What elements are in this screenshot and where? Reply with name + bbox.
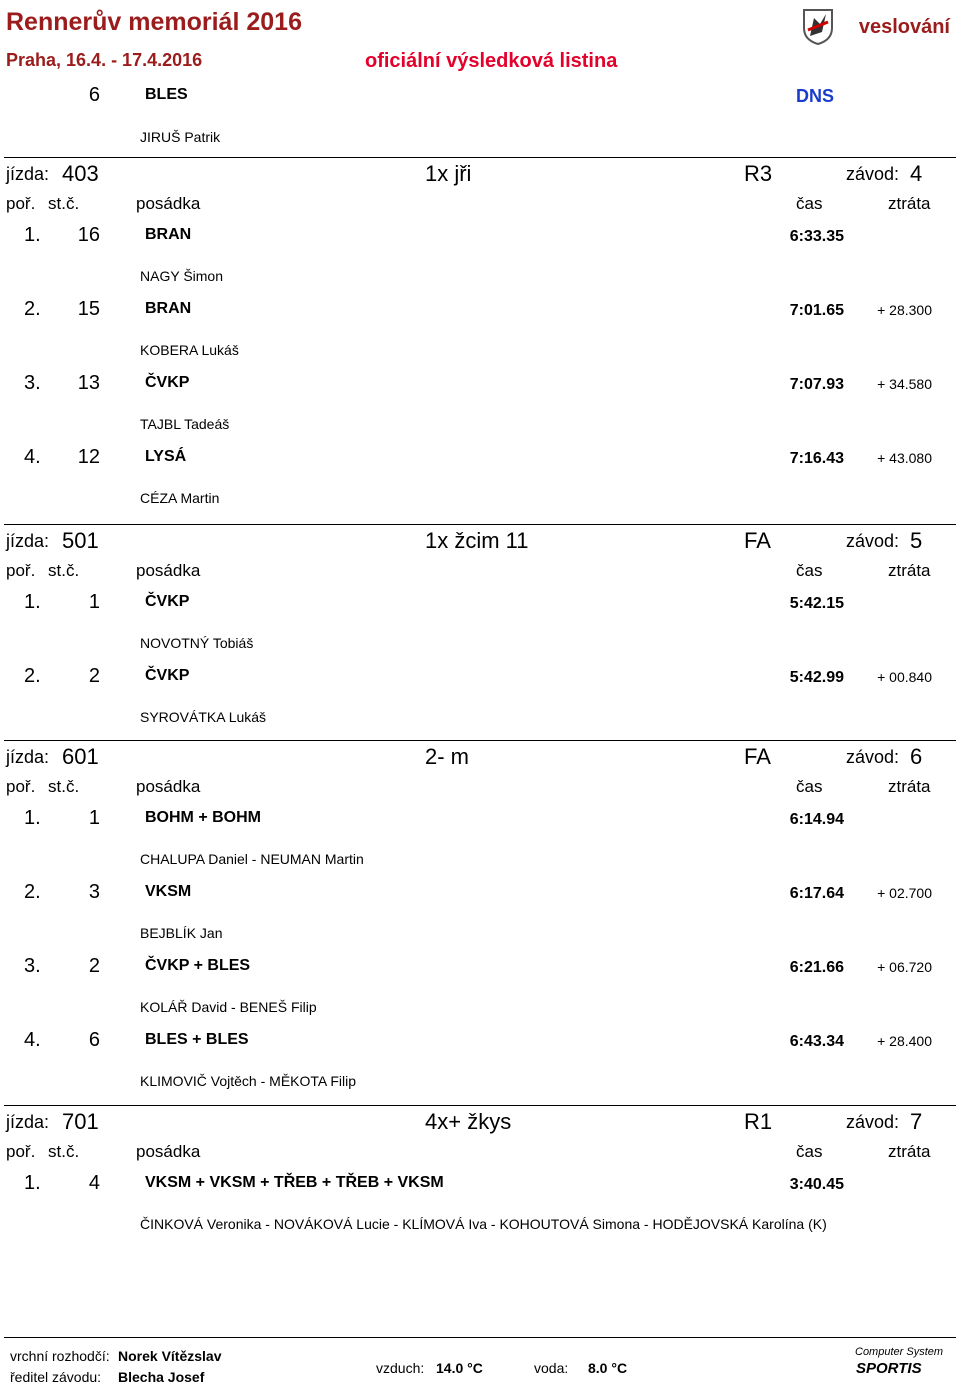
club-name: BRAN [145, 226, 192, 243]
computer-system-label: Computer System [855, 1346, 944, 1358]
club-name: LYSÁ [145, 448, 187, 465]
column-header-start-number: st.č. [48, 1142, 80, 1161]
sport-name: veslování [858, 16, 950, 38]
race-label: jízda: [6, 747, 50, 767]
crew-names: KLIMOVIČ Vojtěch - MĚKOTA Filip [140, 1073, 357, 1089]
result-time: 6:21.66 [789, 959, 844, 976]
race-divider [4, 157, 956, 158]
result-time: 7:01.65 [789, 302, 844, 319]
start-number: 3 [88, 881, 100, 903]
club-name: BRAN [145, 300, 192, 317]
column-header-time: čas [796, 561, 823, 580]
result-place: 4. [24, 446, 41, 468]
result-place: 2. [24, 298, 41, 320]
race-label: jízda: [6, 164, 50, 184]
column-header-loss: ztráta [888, 777, 931, 796]
result-place: 1. [24, 224, 41, 246]
club-name: VKSM [145, 883, 192, 900]
column-header-place: poř. [6, 194, 36, 213]
column-header-start-number: st.č. [48, 777, 80, 796]
race-event: 1x jři [425, 161, 472, 186]
result-time: 7:16.43 [789, 450, 844, 467]
result-time: 6:43.34 [789, 1033, 844, 1050]
air-temp-label: vzduch: [376, 1360, 425, 1376]
club-name: VKSM + VKSM + TŘEB + TŘEB + VKSM [145, 1174, 444, 1191]
result-time: 6:17.64 [789, 885, 844, 902]
result-place: 2. [24, 665, 41, 687]
result-time: 5:42.15 [789, 595, 844, 612]
race-zavod-number: 5 [910, 528, 923, 553]
crew-names: KOLÁŘ David - BENEŠ Filip [140, 999, 317, 1015]
club-name: BLES [145, 86, 188, 103]
column-header-loss: ztráta [888, 194, 931, 213]
club-name: BLES + BLES [145, 1031, 249, 1048]
start-number: 1 [88, 591, 100, 613]
column-header-crew: posádka [136, 777, 201, 796]
race-divider [4, 524, 956, 525]
club-name: BOHM + BOHM [145, 809, 261, 826]
race-event: 2- m [425, 744, 469, 769]
crew-names: ČINKOVÁ Veronika - NOVÁKOVÁ Lucie - KLÍMOVÁ Iva - KOHOUTOVÁ Simona - HODĚJOVSKÁ Karolína (K) [140, 1216, 827, 1232]
race-number: 601 [62, 744, 99, 769]
start-number: 6 [88, 84, 100, 106]
result-place: 4. [24, 1029, 41, 1051]
column-header-crew: posádka [136, 1142, 201, 1161]
time-loss: + 28.300 [877, 302, 932, 318]
result-place: 1. [24, 591, 41, 613]
start-number: 2 [88, 955, 100, 977]
race-zavod-label: závod: [846, 164, 900, 184]
race-zavod-number: 4 [910, 161, 923, 186]
result-time: 3:40.45 [789, 1176, 844, 1193]
result-time: 7:07.93 [789, 376, 844, 393]
start-number: 2 [88, 665, 100, 687]
race-divider [4, 740, 956, 741]
race-event: 4x+ žkys [425, 1109, 512, 1134]
column-header-start-number: st.č. [48, 561, 80, 580]
column-header-time: čas [796, 194, 823, 213]
club-name: ČVKP [145, 593, 190, 610]
director-label: ředitel závodu: [10, 1369, 102, 1385]
column-header-start-number: st.č. [48, 194, 80, 213]
time-loss: + 34.580 [877, 376, 932, 392]
time-loss: + 00.840 [877, 669, 932, 685]
time-loss: + 02.700 [877, 885, 932, 901]
status-badge: DNS [796, 86, 835, 106]
race-round: FA [744, 528, 771, 553]
club-name: ČVKP [145, 667, 190, 684]
event-dates: Praha, 16.4. - 17.4.2016 [6, 50, 203, 70]
race-number: 403 [62, 161, 99, 186]
result-time: 6:14.94 [789, 811, 844, 828]
result-time: 5:42.99 [789, 669, 844, 686]
column-header-loss: ztráta [888, 561, 931, 580]
time-loss: + 28.400 [877, 1033, 932, 1049]
column-header-loss: ztráta [888, 1142, 931, 1161]
start-number: 13 [77, 372, 100, 394]
crew-names: CÉZA Martin [140, 490, 220, 506]
sportis-logo: SPORTIS [856, 1360, 922, 1377]
referee-label: vrchní rozhodčí: [10, 1348, 110, 1364]
club-logo-icon [800, 6, 836, 46]
start-number: 12 [77, 446, 100, 468]
page-title: Rennerův memoriál 2016 [6, 8, 302, 36]
race-round: R1 [744, 1109, 773, 1134]
club-name: ČVKP [145, 374, 190, 391]
result-time: 6:33.35 [789, 228, 844, 245]
air-temp: 14.0 °C [436, 1360, 483, 1376]
referee-name: Norek Vítězslav [118, 1348, 222, 1364]
column-header-crew: posádka [136, 194, 201, 213]
column-header-time: čas [796, 1142, 823, 1161]
column-header-place: poř. [6, 777, 36, 796]
time-loss: + 06.720 [877, 959, 932, 975]
race-label: jízda: [6, 531, 50, 551]
race-event: 1x žcim 11 [425, 528, 529, 553]
column-header-crew: posádka [136, 561, 201, 580]
race-zavod-label: závod: [846, 531, 900, 551]
result-place: 2. [24, 881, 41, 903]
footer-divider [4, 1337, 956, 1338]
crew-names: SYROVÁTKA Lukáš [140, 709, 267, 725]
water-temp-label: voda: [534, 1360, 569, 1376]
race-zavod-label: závod: [846, 747, 900, 767]
start-number: 15 [77, 298, 100, 320]
column-header-time: čas [796, 777, 823, 796]
race-divider [4, 1105, 956, 1106]
result-place: 1. [24, 807, 41, 829]
crew-names: NOVOTNÝ Tobiáš [140, 635, 254, 651]
water-temp: 8.0 °C [588, 1360, 628, 1376]
start-number: 16 [77, 224, 100, 246]
result-place: 3. [24, 955, 41, 977]
start-number: 1 [88, 807, 100, 829]
race-zavod-number: 7 [910, 1109, 923, 1134]
race-zavod-number: 6 [910, 744, 923, 769]
crew-names: CHALUPA Daniel - NEUMAN Martin [140, 851, 364, 867]
crew-names: NAGY Šimon [140, 268, 223, 284]
club-name: ČVKP + BLES [145, 957, 251, 974]
result-place: 1. [24, 1172, 41, 1194]
race-label: jízda: [6, 1112, 50, 1132]
crew-names: BEJBLÍK Jan [140, 925, 223, 941]
start-number: 6 [88, 1029, 100, 1051]
column-header-place: poř. [6, 1142, 36, 1161]
start-number: 4 [88, 1172, 100, 1194]
document-type: oficiální výsledková listina [365, 50, 618, 72]
crew-names: KOBERA Lukáš [140, 342, 239, 358]
race-round: R3 [744, 161, 773, 186]
crew-names: TAJBL Tadeáš [140, 416, 230, 432]
time-loss: + 43.080 [877, 450, 932, 466]
crew-names: JIRUŠ Patrik [140, 129, 221, 145]
race-number: 501 [62, 528, 99, 553]
race-number: 701 [62, 1109, 99, 1134]
director-name: Blecha Josef [118, 1369, 205, 1385]
race-round: FA [744, 744, 771, 769]
column-header-place: poř. [6, 561, 36, 580]
result-place: 3. [24, 372, 41, 394]
race-zavod-label: závod: [846, 1112, 900, 1132]
